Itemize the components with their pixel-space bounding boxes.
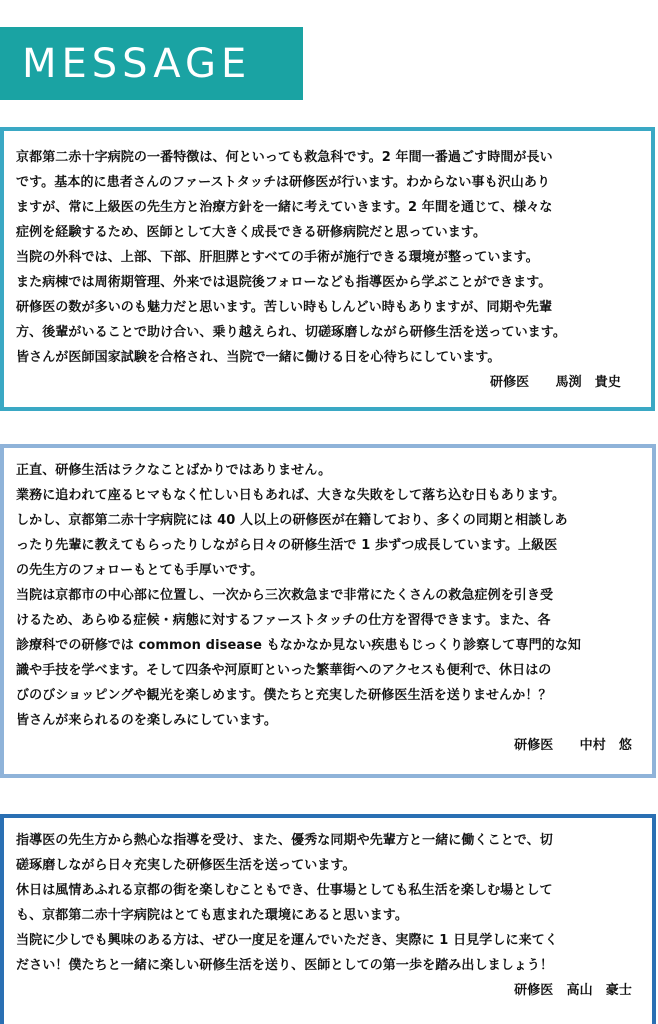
message-line: 正直、研修生活はラクなことばかりではありません。	[16, 463, 332, 478]
message-line: 研修医の数が多いのも魅力だと思います。苦しい時もしんどい時もありますが、同期や先輩	[16, 300, 553, 315]
message-box-2	[0, 444, 656, 778]
message-line: 休日は風情あふれる京都の街を楽しむこともでき、仕事場としても私生活を楽しむ場として	[16, 883, 553, 898]
message-line: 当院は京都市の中心部に位置し、一次から三次救急まで非常にたくさんの救急症例を引き受	[16, 588, 554, 603]
message-line: 京都第二赤十字病院の一番特徴は、何といっても救急科です。2 年間一番過ごす時間が長い	[16, 150, 553, 165]
message-line: ますが、常に上級医の先生方と治療方針を一緒に考えていきます。2 年間を通じて、様々な	[16, 200, 553, 215]
message-line: 業務に追われて座るヒマもなく忙しい日もあれば、大きな失敗をして落ち込む日もあります。	[16, 488, 566, 503]
message-line: 症例を経験するため、医師として大きく成長できる研修病院だと思っています。	[16, 225, 487, 240]
message-line: 当院の外科では、上部、下部、肝胆膵とすべての手術が施行できる環境が整っています。	[16, 250, 539, 265]
message-line: ったり先輩に教えてもらったりしながら日々の研修生活で 1 歩ずつ成長しています。上級医	[16, 538, 558, 553]
signature: 研修医 中村 悠	[514, 738, 632, 753]
message-line: 磋琢磨しながら日々充実した研修医生活を送っています。	[16, 858, 356, 873]
message-line: も、京都第二赤十字病院はとても恵まれた環境にあると思います。	[16, 908, 408, 923]
message-line: 皆さんが来られるのを楽しみにしています。	[16, 713, 277, 728]
message-line: しかし、京都第二赤十字病院には 40 人以上の研修医が在籍しており、多くの同期と相談しあ	[16, 513, 568, 528]
message-body	[16, 458, 644, 758]
message-line: の先生方のフォローもとても手厚いです。	[16, 563, 264, 578]
message-line: 指導医の先生方から熱心な指導を受け、また、優秀な同期や先輩方と一緒に働くことで、切	[16, 833, 553, 848]
message-line: 当院に少しでも興味のある方は、ぜひ一度足を運んでいただき、実際に 1 日見学しに来てく	[16, 933, 558, 948]
message-line: けるため、あらゆる症候・病態に対するファーストタッチの仕方を習得できます。また、各	[16, 613, 551, 628]
signature: 研修医 高山 豪士	[514, 983, 632, 998]
message-line: 診療科での研修では common disease もなかなか見ない疾患もじっくり診察して専門的な知	[16, 638, 582, 653]
message-body	[16, 145, 643, 395]
message-line: びのびショッピングや観光を楽しめます。僕たちと充実した研修医生活を送りませんか！？	[16, 688, 552, 703]
message-line: です。基本的に患者さんのファーストタッチは研修医が行います。わからない事も沢山あり	[16, 175, 551, 190]
message-box-3	[0, 814, 656, 1024]
message-line: 皆さんが医師国家試験を合格され、当院で一緒に働ける日を心待ちにしています。	[16, 350, 501, 365]
message-line: 識や手技を学べます。そして四条や河原町といった繁華街へのアクセスも便利で、休日はの	[16, 663, 552, 678]
message-box-1	[0, 127, 655, 411]
header-bar	[0, 27, 303, 100]
message-line: 方、後輩がいることで助け合い、乗り越えられ、切磋琢磨しながら研修生活を送っています。	[16, 325, 566, 340]
message-line: ださい！僕たちと一緒に楽しい研修生活を送り、医師としての第一歩を踏み出しましょう！	[16, 958, 554, 973]
message-line: また病棟では周術期管理、外来では退院後フォローなども指導医から学ぶことができます。	[16, 275, 552, 290]
page-title: MESSAGE	[22, 40, 252, 87]
message-body	[16, 828, 644, 1003]
signature: 研修医 馬渕 貴史	[489, 375, 621, 390]
